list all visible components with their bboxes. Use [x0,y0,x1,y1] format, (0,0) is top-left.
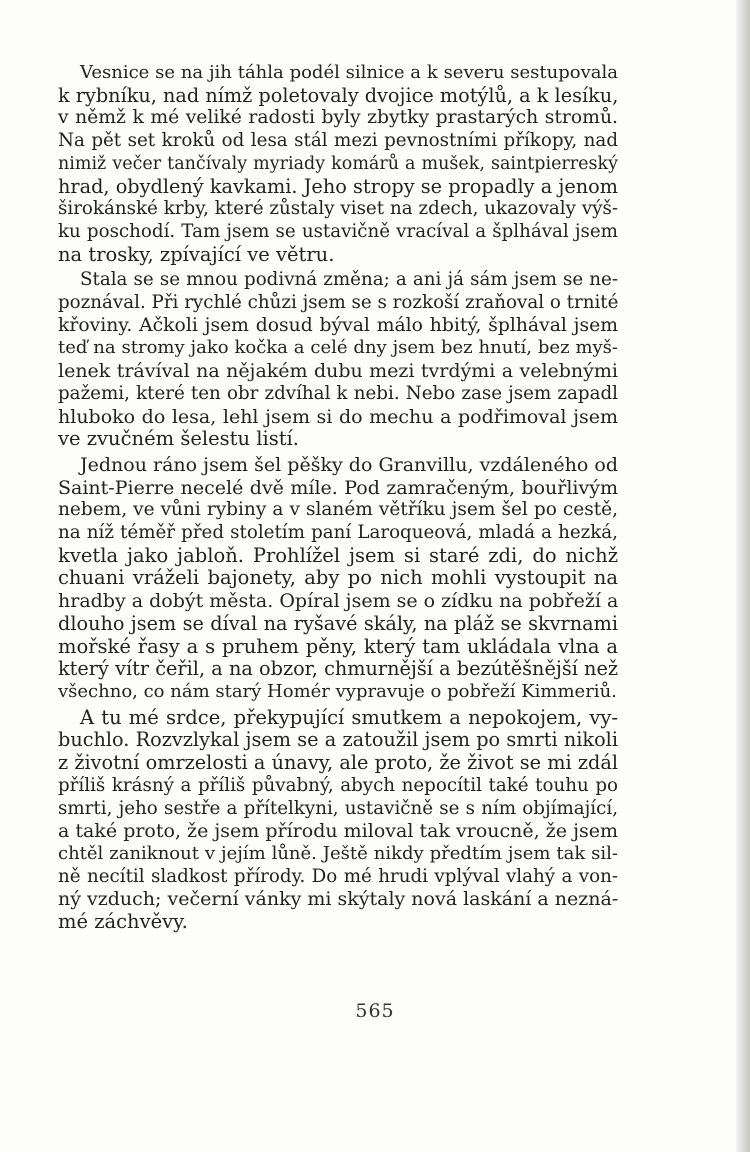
book-page-text [58,62,618,937]
text-line: k rybníku, nad nímž poletovaly dvojice motýlů, a k lesíku, [58,83,619,107]
paragraph-2 [58,269,618,451]
text-line: širokánské krby, které zůstaly viset na zdech, ukazovaly výš- [58,198,618,220]
text-line: chtěl zaniknout v jejím lůně. Ještě nikdy předtím jsem tak sil- [58,842,618,864]
text-line: chuani vráželi bajonety, aby po nich mohli vystoupit na [58,566,618,590]
text-line: ný vzduch; večerní vánky mi skýtaly nová laskání a nezná- [58,888,619,911]
text-line: ně necítil sladkost přírody. Do mé hrudi vplýval vlahý a von- [58,865,618,887]
text-line: kvetla jako jabloň. Prohlížel jsem si staré zdi, do nichž [58,543,618,567]
text-line: mořské řasy a s pruhem pěny, který tam ukládala vlna a [58,634,618,658]
paragraph-1 [58,62,618,266]
text-line: smrti, jeho sestře a přítelkyni, ustavičně se s ním objímající, [58,797,618,819]
text-line: pažemi, které ten obr zdvíhal k nebi. Nebo zase jsem zapadl [58,382,618,404]
text-line: z životní omrzelosti a únavy, ale proto, že život se mi zdál [58,751,618,775]
text-line: dlouho jsem se díval na ryšavé skály, na pláž se skvrnami [58,611,618,635]
text-line: poznával. Při rychlé chůzi jsem se s rozkoší zraňoval o trnité [58,292,619,314]
text-line: nebem, ve vůni rybiny a v slaném větříku jsem šel po cestě, [58,499,618,521]
text-line: hradby a dobýt města. Opíral jsem se o zídku na pobřeží a [58,590,619,613]
text-line: křoviny. Ačkoli jsem dosud býval málo hbitý, šplhával jsem [58,314,618,336]
text-line: Saint-Pierre necelé dvě míle. Pod zamračeným, bouřlivým [58,476,618,499]
text-line: nimiž večer tančívaly myriady komárů a mušek, saintpierreský [58,153,618,174]
text-line: Stala se se mnou podivná změna; a ani já sám jsem se ne- [80,269,618,291]
text-line: teď na stromy jako kočka a celé dny jsem bez hnutí, bez myš- [58,337,618,359]
text-line: ve zvučném šelestu listí. [58,427,299,451]
scan-edge-shadow [736,0,750,1152]
text-line: Jednou ráno jsem šel pěšky do Granvillu, vzdáleného od [80,453,618,476]
text-line: buchlo. Rozvzlykal jsem se a zatoužil jsem po smrti nikoli [58,728,618,752]
text-line: ku poschodí. Tam jsem se ustavičně vracíval a šplhával jsem [58,220,618,242]
text-line: na trosky, zpívající ve větru. [58,242,335,266]
text-line: všechno, co nám starý Homér vypravuje o pobřeží Kimmeriů. [58,680,617,702]
text-line: lenek trávíval na nějakém dubu mezi tvrdými a velebnými [58,360,618,383]
text-line: mé záchvěvy. [58,910,188,934]
text-line: Na pět set kroků od lesa stál mezi pevnostními příkopy, nad [58,130,618,152]
text-line: hluboko do lesa, lehl jsem si do mechu a podřimoval jsem [58,405,618,428]
text-line: příliš krásný a příliš půvabný, abych nepocítil také touhu po [58,774,618,796]
text-line: hrad, obydlený kavkami. Jeho stropy se propadly a jenom [58,174,618,198]
text-line: který vítr čeřil, a na obzor, chmurnější a bezútěšnější než [58,657,618,681]
text-line: A tu mé srdce, překypující smutkem a nepokojem, vy- [80,705,618,729]
paragraph-3 [58,454,618,704]
text-line: na níž téměř před stoletím paní Laroqueová, mladá a hezká, [58,522,618,544]
text-line: a také proto, že jsem přírodu miloval tak vroucně, že jsem [58,820,618,843]
text-line: Vesnice se na jih táhla podél silnice a k severu sestupovala [80,62,618,83]
text-line: v němž k mé veliké radosti byly zbytky prastarých stromů. [58,107,618,129]
page-number: 565 [355,1000,395,1022]
paragraph-4 [58,707,618,934]
